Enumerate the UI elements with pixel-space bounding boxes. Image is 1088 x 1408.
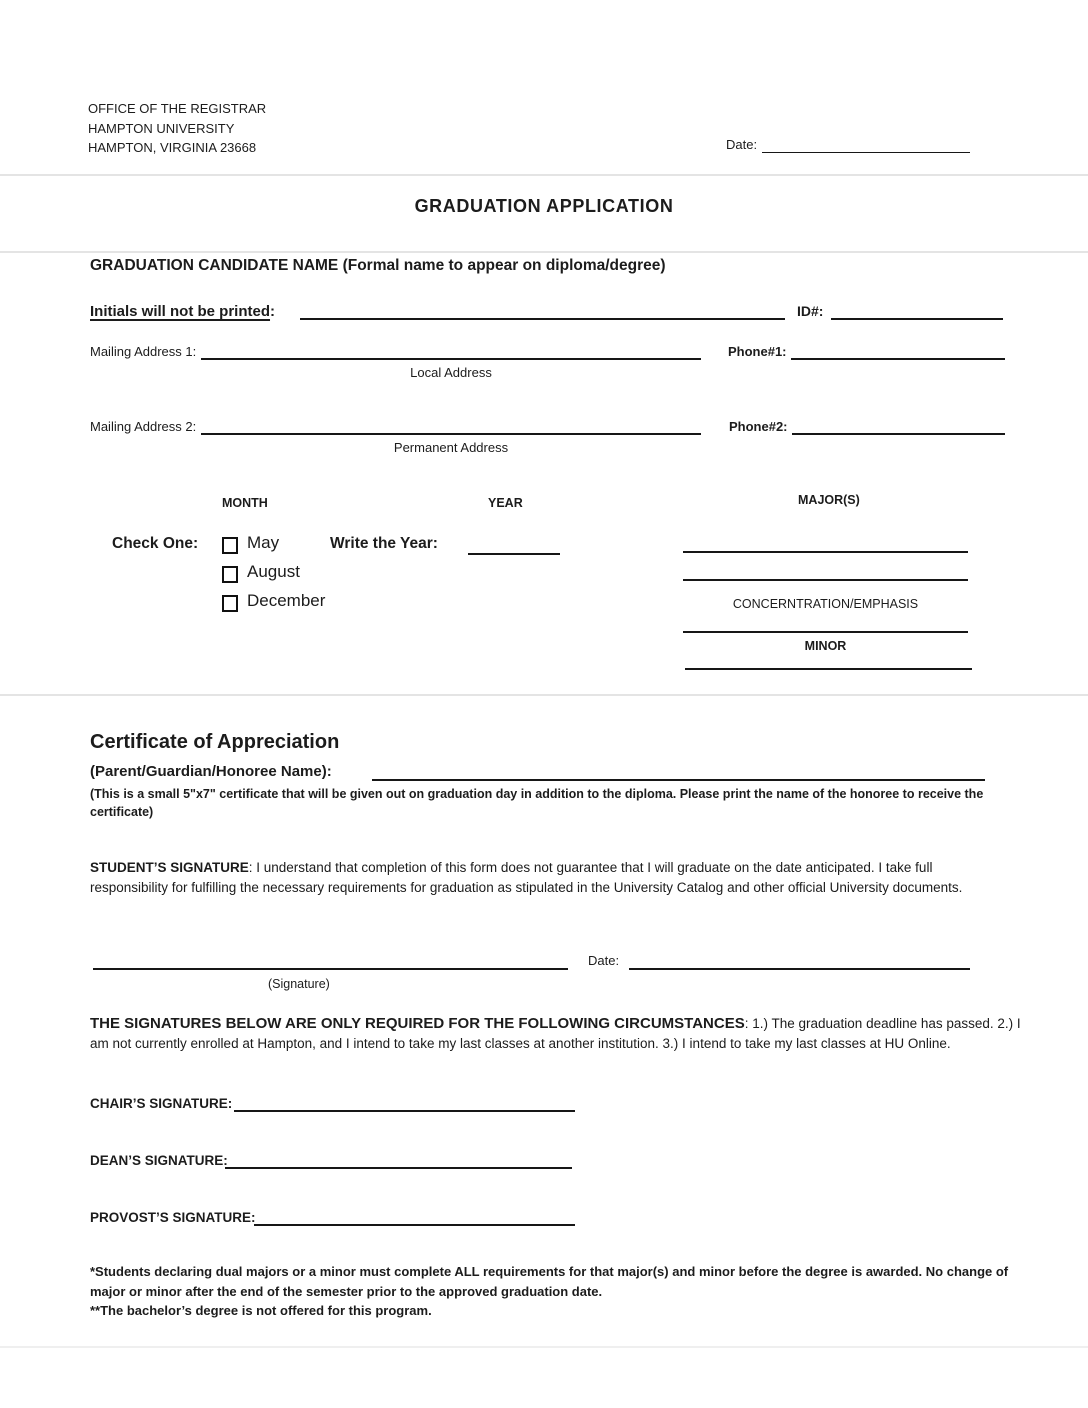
mailing1-field[interactable] [201,358,701,360]
header-date-label: Date: [726,137,758,152]
candidate-name-field[interactable] [300,318,785,320]
divider-bottom [0,1346,1088,1348]
major1-field[interactable] [683,551,968,553]
certificate-heading: Certificate of Appreciation [90,731,340,753]
concentration-caption: CONCERNTRATION/EMPHASIS [732,597,919,611]
minor-caption: MINOR [804,639,847,653]
signature-date-label: Date: [588,953,620,968]
local-address-caption: Local Address [410,365,492,380]
checkbox-december[interactable] [222,595,238,612]
student-signature-text: : I understand that completion of this form does not guarantee that I will graduate on the date anticipated. I take full responsibility for fulfilling the necessary requirements for graduation as stipulated in the University Catalog and other official University documents. [90,860,963,895]
provost-signature-field[interactable] [254,1224,575,1226]
student-signature-label: STUDENT’S SIGNATURE [90,860,249,875]
id-label: ID#: [797,303,824,319]
option-may-label: May [247,533,280,552]
id-field[interactable] [831,318,1003,320]
initials-label: Initials will not be printed: [90,303,276,320]
required-signatures-text: : 1.) The graduation deadline has passed. 2.) I am not currently enrolled at Hampton, and I intend to take my last classes at another institution. 3.) I intend to take my last classes at HU Online. [90,1016,1021,1051]
major2-field[interactable] [683,579,968,581]
checkbox-august[interactable] [222,566,238,583]
check-one-label: Check One: [112,535,199,552]
letterhead-university: HAMPTON UNIVERSITY [88,120,235,136]
student-signature-field[interactable] [93,968,568,970]
phone1-field[interactable] [791,358,1005,360]
dean-signature-label: DEAN’S SIGNATURE: [90,1153,228,1168]
divider-top [0,174,1088,176]
letterhead-office: OFFICE OF THE REGISTRAR [88,101,267,116]
option-december-label: December [247,591,326,610]
honoree-name-field[interactable] [372,779,985,781]
month-header: MONTH [222,496,268,510]
phone1-label: Phone#1: [728,344,787,359]
page-title: GRADUATION APPLICATION [414,196,674,216]
permanent-address-caption: Permanent Address [393,440,509,455]
chair-signature-field[interactable] [234,1110,575,1112]
dean-signature-field[interactable] [225,1167,572,1169]
certificate-note: (This is a small 5"x7" certificate that will be given out on graduation day in addition to the diploma. Please print the name of the honoree to receive the certificate) [90,787,984,819]
divider-title [0,251,1088,253]
required-signatures-paragraph [90,1014,1022,1054]
phone2-label: Phone#2: [729,419,788,434]
honoree-name-label: (Parent/Guardian/Honoree Name): [90,763,332,780]
candidate-heading: GRADUATION CANDIDATE NAME (Formal name to appear on diploma/degree) [90,257,666,274]
letterhead [88,99,266,158]
phone2-field[interactable] [792,433,1005,435]
footnote-bachelors: **The bachelor’s degree is not offered for this program. [90,1303,432,1318]
chair-signature-label: CHAIR’S SIGNATURE: [90,1096,233,1111]
majors-header: MAJOR(S) [798,493,860,507]
signature-date-field[interactable] [629,968,970,970]
year-header: YEAR [488,496,523,510]
year-field[interactable] [468,553,560,555]
letterhead-address: HAMPTON, VIRGINIA 23668 [88,140,257,155]
footnote-dual-majors: *Students declaring dual majors or a minor must complete ALL requirements for that major(s) and minor before the degree is awarded. No change of major or minor after the end of the semester prior to the approved graduation date. [90,1264,1009,1299]
write-year-label: Write the Year: [330,535,438,552]
checkbox-may[interactable] [222,537,238,554]
signature-caption: (Signature) [268,977,330,991]
student-signature-paragraph [90,858,1002,898]
divider-middle [0,694,1088,696]
concentration-field[interactable] [683,631,968,633]
required-signatures-heading: THE SIGNATURES BELOW ARE ONLY REQUIRED FOR THE FOLLOWING CIRCUMSTANCES [90,1015,745,1032]
minor-field[interactable] [685,668,972,670]
mailing2-field[interactable] [201,433,701,435]
header-date-field[interactable] [762,152,970,153]
mailing2-label: Mailing Address 2: [90,419,197,434]
provost-signature-label: PROVOST’S SIGNATURE: [90,1210,256,1225]
option-august-label: August [247,562,300,581]
mailing1-label: Mailing Address 1: [90,344,197,359]
